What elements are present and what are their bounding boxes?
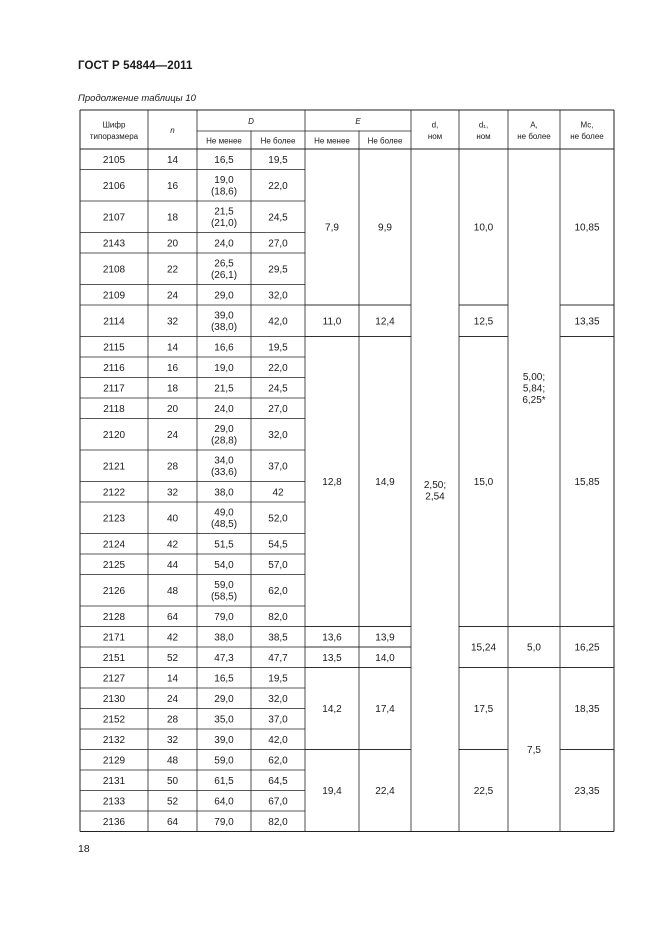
cell-code: 2123: [102, 513, 126, 525]
cell-d-max: 67,0: [268, 796, 288, 808]
cell-n: 24: [166, 693, 179, 705]
cell-n: 42: [166, 632, 179, 644]
cell-code: 2136: [102, 816, 126, 828]
cell-d-max: 32,0: [268, 693, 288, 705]
cell-d-min: 54,0: [214, 559, 234, 571]
cell-d-max: 52,0: [268, 513, 288, 525]
cell-d-min: (58,5): [210, 591, 238, 603]
cell-d-max: 27,0: [268, 238, 288, 250]
header-d1: ном: [476, 131, 491, 141]
cell-d-min: 19,0: [214, 362, 234, 374]
cell-d-min: 39,0: [214, 310, 234, 322]
cell-d-min: 26,5: [214, 258, 234, 270]
header-d-min: Не менее: [206, 136, 242, 146]
header-mc: не более: [570, 131, 604, 141]
cell-d-min: 24,0: [214, 403, 234, 415]
cell-e-max: 12,4: [375, 316, 395, 328]
header-code: Шифр: [102, 120, 126, 130]
cell-d-min: (33,6): [210, 467, 238, 478]
cell-d-max: 27,0: [268, 403, 288, 415]
cell-e-min: 13,6: [322, 632, 342, 644]
cell-mc: 23,35: [574, 786, 600, 797]
cell-d-max: 82,0: [268, 611, 288, 623]
cell-d-min: 61,5: [214, 775, 234, 787]
cell-d-min: 34,0: [214, 455, 234, 467]
cell-d-min: 64,0: [214, 796, 234, 808]
header-d1: d₁,: [478, 120, 489, 130]
cell-d-max: 42,0: [268, 316, 288, 328]
cell-d-min: (26,1): [210, 270, 238, 281]
cell-e-min: 19,4: [322, 786, 342, 797]
cell-n: 42: [166, 539, 179, 551]
header-mc: Mс,: [580, 120, 594, 130]
cell-d-min: (18,6): [210, 186, 238, 198]
cell-mc: 15,85: [574, 477, 600, 488]
cell-n: 64: [166, 611, 179, 623]
cell-d-max: 24,5: [268, 212, 288, 224]
cell-code: 2124: [102, 539, 126, 551]
cell-n: 14: [166, 673, 179, 685]
cell-e-max: 13,9: [375, 632, 395, 644]
cell-n: 18: [166, 383, 179, 395]
cell-d-max: 37,0: [268, 714, 288, 726]
header-d: d,: [431, 120, 439, 130]
cell-d-max: 32,0: [268, 429, 288, 441]
cell-d-max: 29,5: [268, 264, 288, 276]
cell-n: 44: [166, 559, 179, 571]
cell-d-max: 42: [272, 487, 284, 499]
table-caption: Продолжение таблицы 10: [78, 93, 196, 104]
cell-d1: 17,5: [473, 704, 494, 715]
cell-d-min: 16,5: [214, 154, 234, 166]
cell-d-min: (48,5): [210, 519, 238, 530]
cell-d-max: 37,0: [268, 461, 288, 473]
cell-n: 28: [166, 714, 179, 726]
cell-d-min: (21,0): [210, 218, 238, 229]
data-table: [80, 110, 614, 828]
cell-n: 32: [166, 316, 179, 328]
cell-d-min: 51,5: [214, 539, 234, 551]
cell-d-max: 19,5: [268, 673, 288, 685]
cell-code: 2126: [102, 585, 126, 597]
cell-d-max: 64,5: [268, 775, 288, 787]
cell-code: 2107: [102, 212, 126, 224]
cell-d: 2,50;: [423, 480, 447, 491]
cell-d-min: 19,0: [214, 175, 234, 186]
cell-a: 5,00;: [522, 371, 546, 383]
cell-e-min: 14,2: [322, 704, 342, 715]
cell-code: 2115: [103, 342, 125, 354]
cell-e-min: 7,9: [325, 222, 339, 234]
cell-code: 2121: [102, 461, 126, 473]
header-d-max: Не более: [260, 136, 296, 146]
cell-n: 50: [166, 775, 179, 787]
cell-d1: 22,5: [473, 786, 494, 797]
cell-n: 16: [166, 180, 179, 192]
cell-n: 52: [166, 652, 179, 664]
header-a: не более: [517, 131, 551, 141]
cell-mc: 18,35: [574, 704, 600, 715]
cell-code: 2117: [103, 383, 125, 395]
header-code: типоразмера: [89, 131, 139, 141]
cell-n: 20: [166, 403, 179, 415]
cell-d-min: 35,0: [214, 714, 234, 726]
cell-code: 2171: [102, 632, 126, 644]
cell-e-max: 17,4: [375, 704, 395, 715]
cell-code: 2106: [102, 180, 126, 192]
cell-d-min: 16,5: [214, 673, 234, 685]
cell-d-max: 82,0: [268, 816, 288, 828]
cell-n: 14: [166, 342, 179, 354]
cell-code: 2129: [102, 755, 126, 767]
cell-d-min: 21,5: [214, 206, 234, 218]
cell-e-max: 9,9: [378, 222, 392, 234]
header-d-group: D: [248, 117, 254, 126]
cell-n: 32: [166, 734, 179, 746]
cell-code: 2127: [102, 673, 126, 685]
cell-d-max: 54,5: [268, 539, 288, 551]
cell-d-min: 38,0: [214, 487, 234, 499]
cell-mc: 10,85: [574, 222, 600, 234]
cell-d-max: 57,0: [268, 559, 288, 571]
cell-code: 2131: [102, 775, 126, 787]
header-e-group: E: [355, 117, 361, 126]
cell-code: 2128: [102, 611, 126, 623]
cell-code: 2109: [102, 290, 126, 302]
cell-a: 6,25*: [522, 394, 546, 406]
cell-e-max: 14,9: [375, 477, 395, 488]
cell-mc: 16,25: [574, 642, 600, 654]
cell-code: 2152: [102, 714, 126, 726]
cell-n: 20: [166, 238, 179, 250]
header-e-max: Не более: [367, 136, 403, 146]
cell-d-max: 32,0: [268, 290, 288, 302]
cell-d-max: 62,0: [268, 585, 288, 597]
cell-d-min: 16,6: [214, 342, 234, 354]
cell-n: 40: [166, 513, 179, 525]
cell-d: 2,54: [425, 491, 445, 503]
header-e-min: Не менее: [314, 136, 350, 146]
cell-n: 28: [166, 461, 179, 473]
cell-d-max: 24,5: [268, 383, 288, 395]
cell-code: 2120: [102, 429, 126, 441]
cell-d-max: 22,0: [268, 180, 288, 192]
cell-e-min: 13,5: [322, 652, 342, 664]
cell-n: 18: [166, 212, 179, 224]
cell-code: 2125: [102, 559, 126, 571]
cell-d-min: 29,0: [214, 693, 234, 705]
cell-n: 22: [166, 264, 179, 276]
cell-d-min: 59,0: [214, 755, 234, 767]
cell-d-min: 59,0: [214, 580, 234, 591]
cell-code: 2114: [103, 316, 125, 328]
cell-d-min: 47,3: [214, 652, 234, 664]
cell-d-max: 19,5: [268, 154, 288, 166]
cell-n: 64: [166, 816, 179, 828]
cell-d-min: 29,0: [214, 424, 234, 435]
cell-d1: 12,5: [473, 316, 494, 328]
header-d: ном: [427, 131, 443, 141]
cell-d-min: 38,0: [214, 632, 234, 644]
cell-d-max: 47,7: [268, 652, 288, 664]
header-a: A,: [530, 120, 538, 130]
cell-d-max: 62,0: [268, 755, 288, 767]
cell-e-min: 11,0: [322, 316, 342, 328]
cell-d-min: (28,8): [210, 435, 238, 447]
cell-n: 14: [166, 154, 179, 166]
cell-d-max: 42,0: [268, 734, 288, 746]
cell-d-min: 49,0: [214, 507, 234, 519]
cell-e-min: 12,8: [322, 477, 342, 488]
cell-n: 24: [166, 429, 179, 441]
cell-d-min: 29,0: [214, 290, 234, 302]
cell-d1: 15,24: [470, 642, 497, 654]
cell-a: 5,84;: [522, 383, 546, 395]
cell-n: 24: [166, 290, 179, 302]
cell-n: 48: [166, 755, 179, 767]
cell-d1: 10,0: [473, 222, 494, 234]
cell-code: 2151: [102, 652, 126, 664]
cell-code: 2105: [102, 154, 126, 166]
cell-n: 52: [166, 796, 179, 808]
cell-e-max: 22,4: [375, 786, 395, 797]
cell-n: 16: [166, 362, 179, 374]
cell-code: 2133: [102, 796, 126, 808]
cell-n: 32: [166, 487, 179, 499]
cell-code: 2132: [102, 734, 126, 746]
cell-d-min: 21,5: [214, 383, 234, 395]
cell-d1: 15,0: [473, 477, 494, 488]
cell-code: 2130: [102, 693, 126, 705]
cell-d-min: 24,0: [214, 238, 234, 250]
cell-code: 2143: [102, 238, 126, 250]
cell-a: 5,0: [527, 642, 541, 654]
cell-mc: 13,35: [574, 316, 600, 328]
table-grid: [80, 110, 614, 828]
header-n: n: [170, 126, 175, 135]
cell-e-max: 14,0: [375, 652, 395, 664]
cell-d-max: 38,5: [268, 632, 288, 644]
cell-a: 7,5: [527, 745, 541, 756]
cell-n: 48: [166, 585, 179, 597]
cell-d-min: 79,0: [214, 816, 234, 828]
cell-d-max: 19,5: [268, 342, 288, 354]
cell-d-min: (38,0): [210, 322, 238, 333]
cell-code: 2116: [103, 362, 125, 374]
cell-code: 2122: [102, 487, 126, 499]
cell-code: 2118: [103, 403, 125, 415]
cell-code: 2108: [102, 264, 126, 276]
cell-d-min: 39,0: [214, 734, 234, 746]
document-title: ГОСТ Р 54844—2011: [78, 60, 193, 72]
page-number: 18: [78, 843, 90, 855]
cell-d-min: 79,0: [214, 611, 234, 623]
cell-d-max: 22,0: [268, 362, 288, 374]
